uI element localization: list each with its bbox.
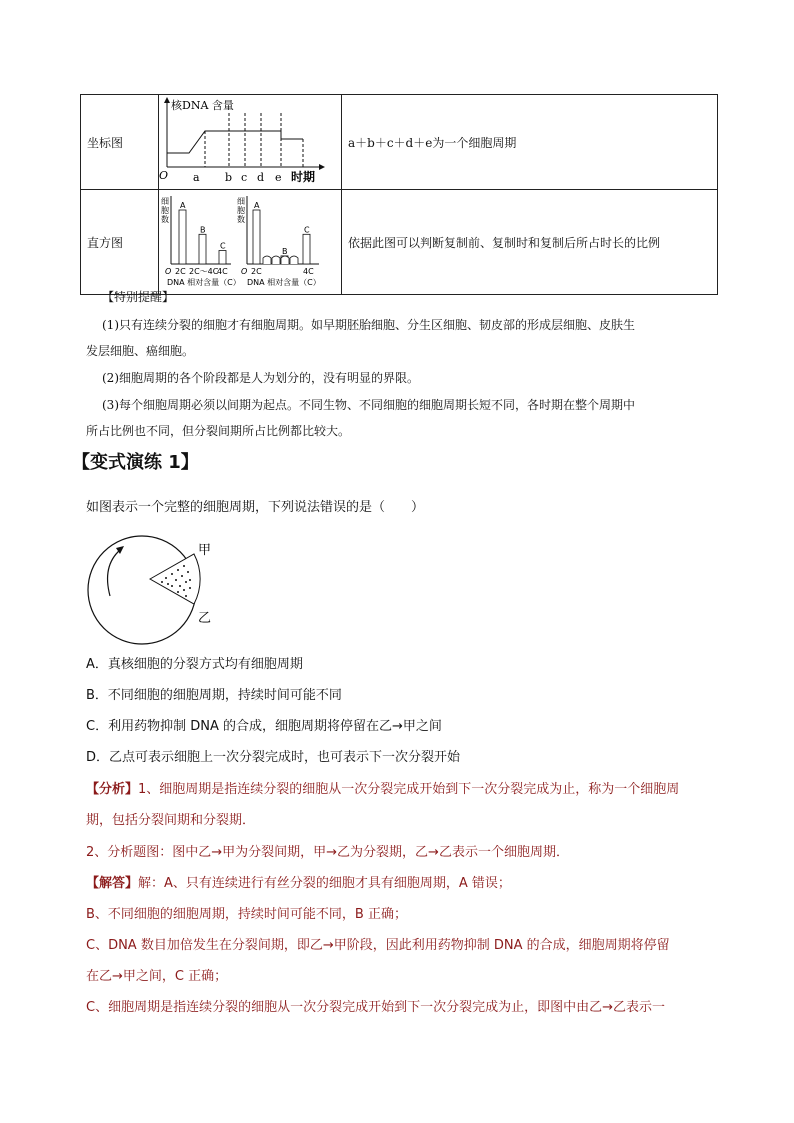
row-label: 直方图 — [81, 190, 159, 295]
right-bar-label: C — [304, 225, 310, 235]
analysis-line1-wrap — [86, 778, 679, 797]
cell-cycle-figure — [86, 530, 226, 650]
dna-histogram — [159, 190, 341, 290]
x-axis-label: DNA 相对含量（C） — [167, 278, 241, 287]
option-b: B．不同细胞的细胞周期，持续时间可能不同 — [86, 688, 342, 703]
tick-label: 4C — [217, 267, 228, 276]
point-yi-label: 乙 — [198, 611, 212, 626]
y-label-char: 胞 — [237, 206, 245, 215]
answer-line1-wrap — [86, 872, 511, 891]
y-label-char: 数 — [161, 215, 169, 224]
answer-line3: C、DNA 数目加倍发生在分裂间期，即乙→甲阶段，因此利用药物抑制 DNA 的合成，细胞周期将停留 — [86, 938, 670, 953]
origin-label: O — [159, 169, 169, 182]
analysis-line1: 1、细胞周期是指连续分裂的细胞从一次分裂完成开始到下一次分裂完成为止，称为一个细胞周 — [138, 782, 680, 797]
direction-arrow — [108, 550, 120, 596]
x-axis-label: 时期 — [291, 170, 316, 184]
answer-line1: 解：A、只有连续进行有丝分裂的细胞才具有细胞周期，A 错误； — [138, 876, 511, 891]
tick-label: O — [165, 267, 172, 276]
y-axis-label: 核DNA 含量 — [171, 99, 234, 112]
tips-p1-line1: (1)只有连续分裂的细胞才有细胞周期。如早期胚胎细胞、分生区细胞、韧皮部的形成层细胞、皮肤生 — [102, 318, 636, 332]
right-bar-label: A — [254, 201, 260, 210]
tick-label: 2C — [251, 267, 262, 276]
left-bar-C — [219, 251, 226, 265]
point-jia-label: 甲 — [198, 543, 212, 558]
right-bar-B-segment — [281, 256, 289, 264]
tick-label: 4C — [303, 267, 314, 276]
answer-tag: 【解答】 — [86, 876, 139, 891]
x-axis-label: DNA 相对含量（C） — [247, 278, 321, 287]
table-row — [81, 190, 718, 295]
segment-label: d — [257, 171, 265, 184]
option-a: A．真核细胞的分裂方式均有细胞周期 — [86, 657, 303, 672]
tips-heading: 【特别提醒】 — [102, 290, 175, 304]
analysis-tag: 【分析】 — [86, 782, 139, 797]
row-description: a＋b＋c＋d＋e为一个细胞周期 — [342, 95, 718, 190]
segment-label: c — [241, 171, 248, 184]
dna-line — [167, 131, 303, 153]
row-label: 坐标图 — [81, 95, 159, 190]
right-bar-C — [303, 234, 310, 264]
segment-label: b — [225, 171, 233, 184]
division-phase-sector — [150, 554, 200, 604]
tick-label: O — [241, 267, 248, 276]
left-bar-label: A — [180, 201, 186, 210]
right-bar-B-segment — [290, 256, 298, 264]
y-label-char: 细 — [161, 197, 169, 206]
y-label-char: 胞 — [161, 206, 169, 215]
tick-label: 2C～4C — [189, 267, 219, 276]
row-description: 依据此图可以判断复制前、复制时和复制后所占时长的比例 — [342, 190, 718, 295]
tips-p1-line2: 发层细胞、癌细胞。 — [86, 344, 195, 358]
answer-line2: B、不同细胞的细胞周期，持续时间可能不同，B 正确； — [86, 907, 407, 922]
summary-table — [80, 94, 718, 295]
left-bar-label: B — [200, 225, 206, 235]
segment-label: e — [275, 171, 282, 184]
tick-label: 2C — [175, 267, 186, 276]
question-stem: 如图表示一个完整的细胞周期，下列说法错误的是（ ） — [86, 500, 425, 515]
option-c: C．利用药物抑制 DNA 的合成，细胞周期将停留在乙→甲之间 — [86, 719, 442, 734]
answer-line4: 在乙→甲之间，C 正确； — [86, 969, 228, 984]
dna-content-line-chart — [159, 95, 341, 185]
right-bar-B-segment — [263, 256, 271, 264]
answer-line5: C、细胞周期是指连续分裂的细胞从一次分裂完成开始到下一次分裂完成为止，即图中由乙→乙表示一 — [86, 1000, 665, 1015]
tips-p2: (2)细胞周期的各个阶段都是人为划分的，没有明显的界限。 — [102, 371, 420, 385]
left-bar-label: C — [220, 241, 226, 251]
analysis-line3: 2、分析题图：图中乙→甲为分裂间期，甲→乙为分裂期，乙→乙表示一个细胞周期． — [86, 845, 569, 860]
right-bar-B-segment — [272, 256, 280, 264]
right-bar-A — [253, 210, 260, 264]
y-label-char: 细 — [237, 197, 245, 206]
left-bar-B — [199, 234, 206, 264]
tips-p3-line2: 所占比例也不同，但分裂间期所占比例都比较大。 — [86, 424, 351, 438]
table-row — [81, 95, 718, 190]
histogram-cell — [159, 190, 342, 295]
right-bar-label: B — [282, 246, 288, 256]
tips-p3-line1: (3)每个细胞周期必须以间期为起点。不同生物、不同细胞的细胞周期长短不同，各时期在整个周期中 — [102, 398, 636, 412]
section-title: 【变式演练 1】 — [72, 452, 199, 473]
y-label-char: 数 — [237, 215, 245, 224]
option-d: D．乙点可表示细胞上一次分裂完成时，也可表示下一次分裂开始 — [86, 750, 461, 765]
segment-label: a — [193, 171, 200, 184]
line-chart-cell — [159, 95, 342, 190]
left-bar-A — [179, 210, 186, 264]
analysis-line2: 期，包括分裂间期和分裂期． — [86, 813, 256, 828]
